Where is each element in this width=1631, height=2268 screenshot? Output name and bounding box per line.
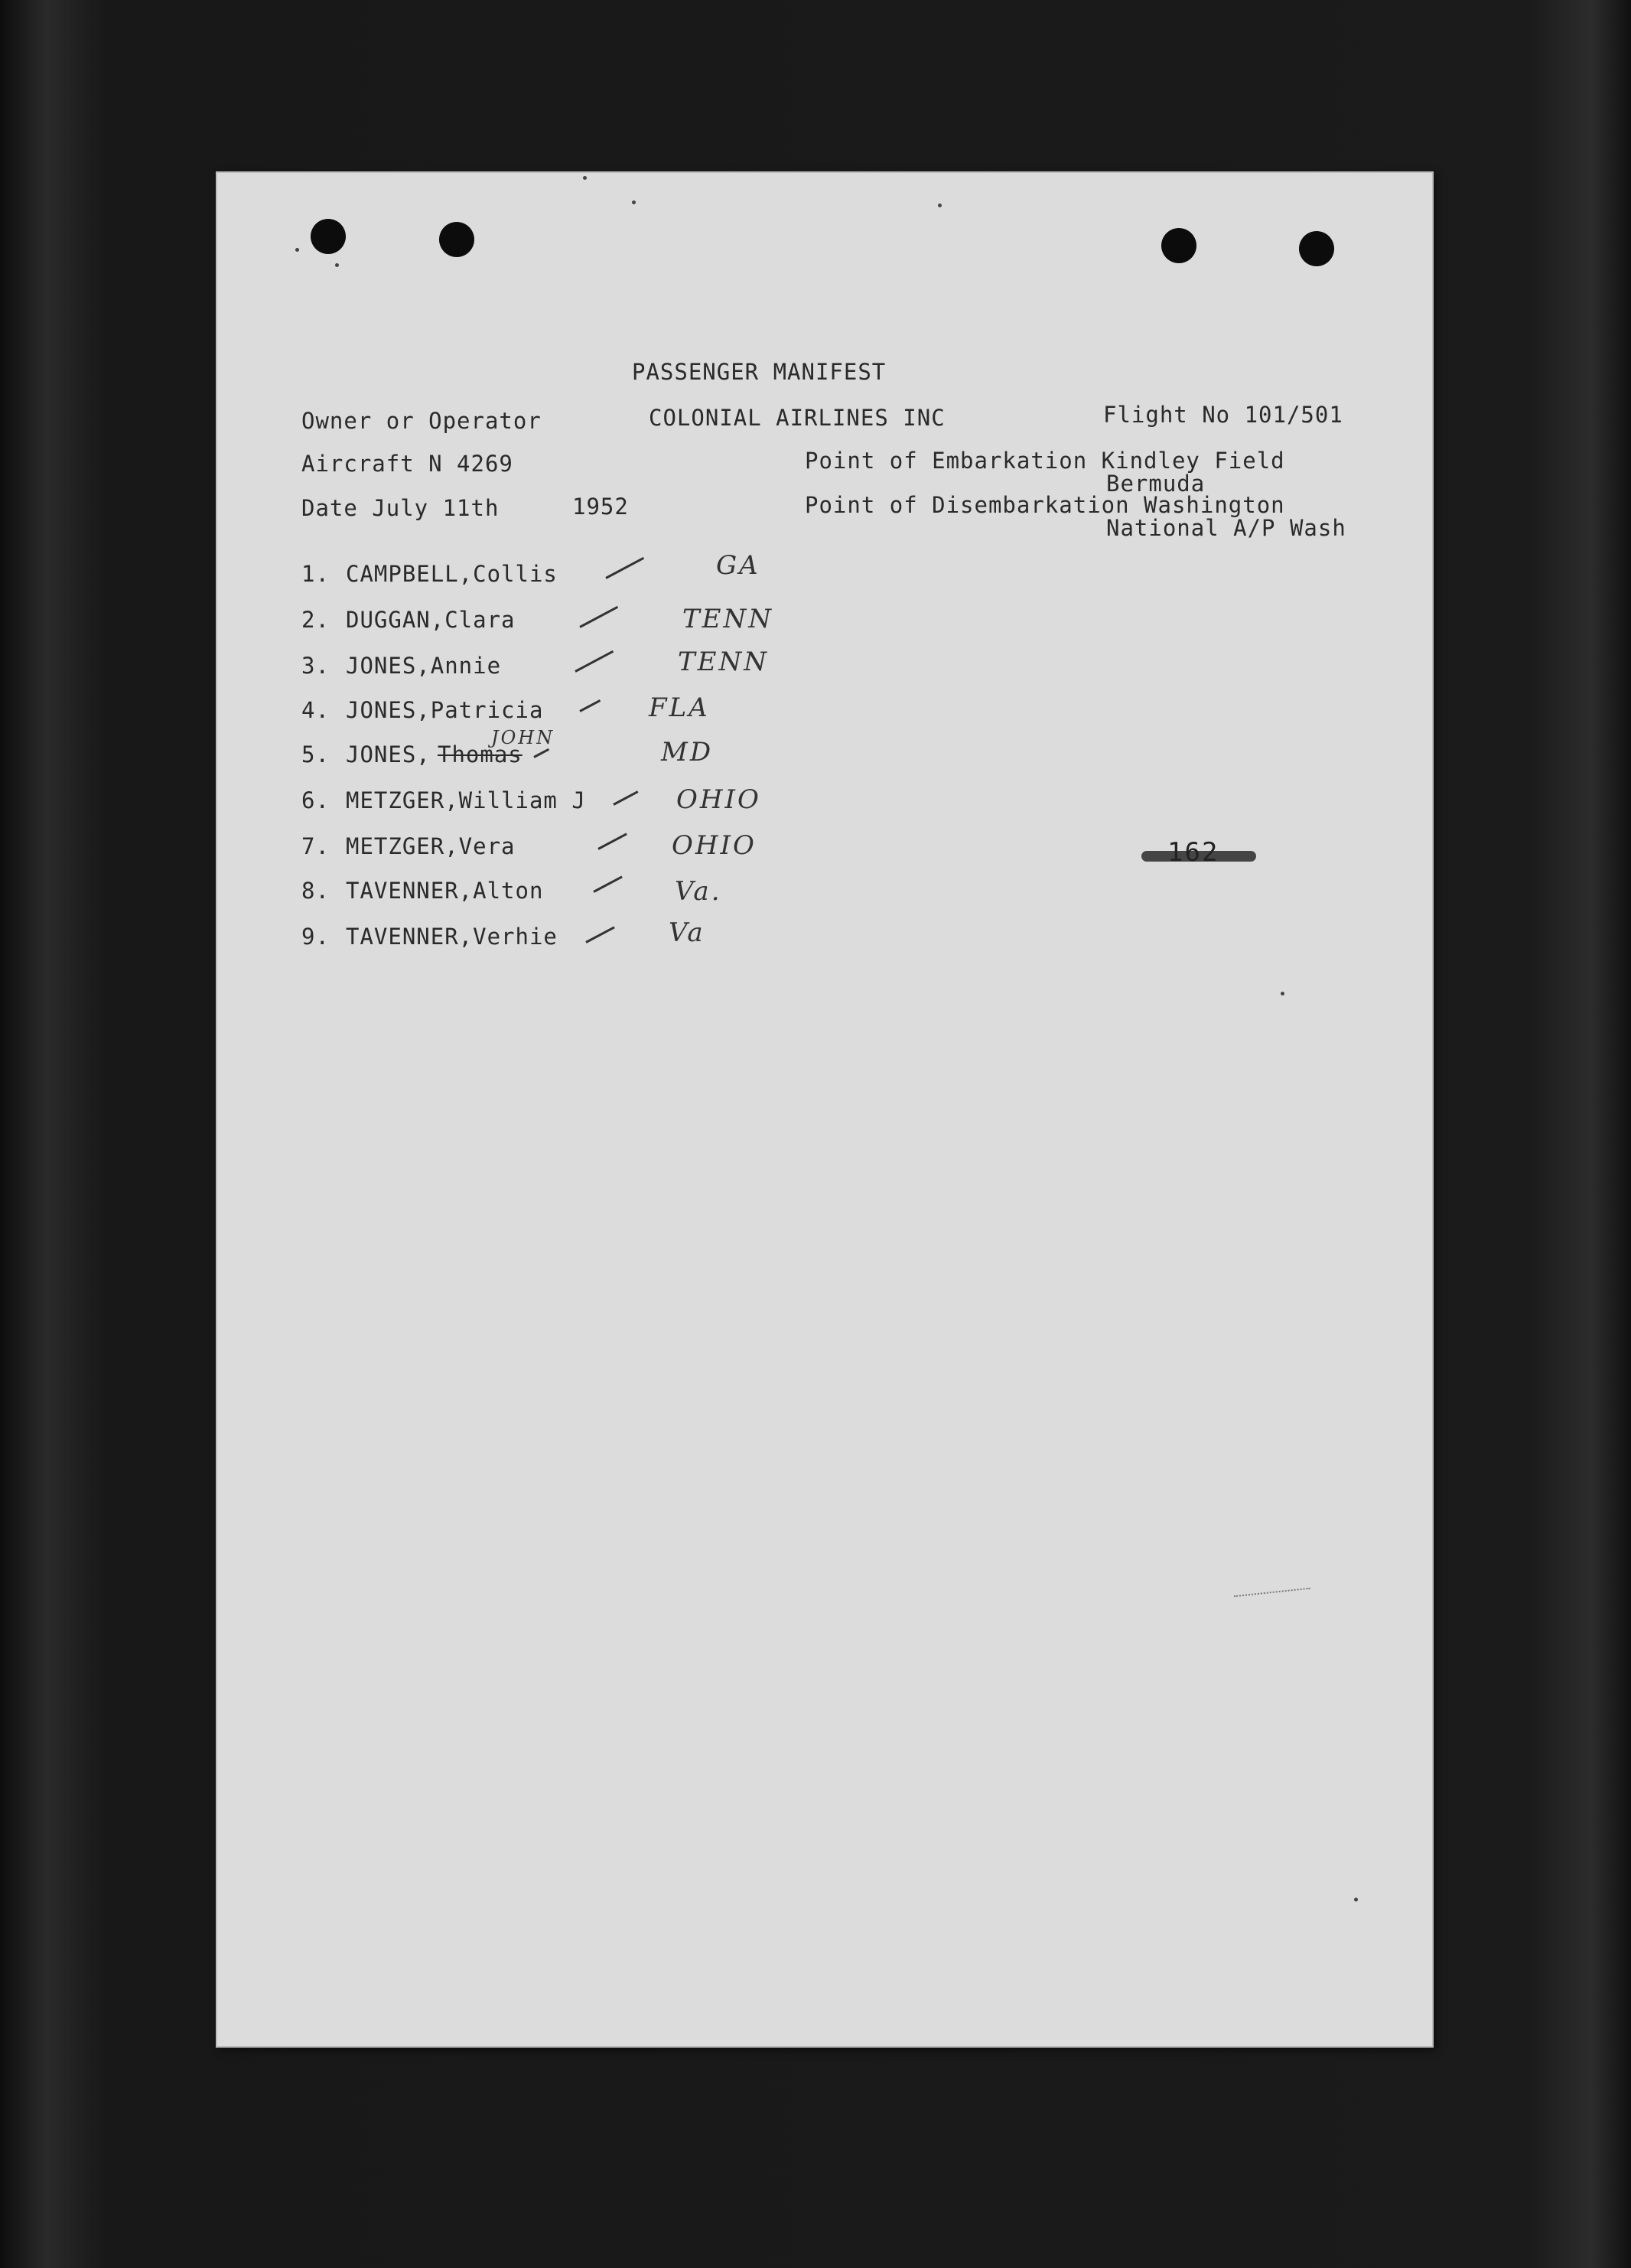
speck	[583, 176, 587, 180]
passenger-number: 2.	[301, 607, 330, 633]
passenger-name: JONES,Annie	[346, 653, 502, 679]
page-number-stamp	[1141, 837, 1256, 868]
speck	[1354, 1898, 1358, 1901]
handwritten-first-name: JOHN	[491, 727, 555, 748]
passenger-name: TAVENNER,Verhie	[346, 924, 558, 950]
owner-label: Owner or Operator	[301, 408, 542, 434]
embarkation-point: Point of Embarkation Kindley Field	[805, 448, 1285, 474]
pencil-mark	[1232, 1577, 1310, 1597]
aircraft-number: Aircraft N 4269	[301, 451, 513, 477]
passenger-state: TENN	[678, 647, 769, 677]
punch-hole	[1161, 228, 1196, 263]
speck	[938, 204, 942, 207]
check-mark	[533, 748, 549, 758]
passenger-name: JONES,Patricia	[346, 697, 544, 723]
manifest-title: PASSENGER MANIFEST	[632, 359, 887, 385]
passenger-name: METZGER,William J	[346, 787, 586, 813]
punch-hole	[1299, 231, 1334, 266]
passenger-number: 1.	[301, 561, 330, 587]
check-mark	[579, 606, 618, 628]
check-mark	[579, 699, 601, 712]
passenger-state: Va	[669, 917, 705, 948]
struck-first-name: Thomas	[438, 741, 523, 767]
passenger-name: DUGGAN,Clara	[346, 607, 516, 633]
passenger-number: 3.	[301, 653, 330, 679]
manifest-date: Date July 11th	[301, 495, 500, 521]
passenger-state: OHIO	[676, 784, 761, 815]
embarkation-location: Bermuda	[1106, 471, 1206, 497]
passenger-number: 5.	[301, 741, 330, 767]
flight-number: Flight No 101/501	[1103, 402, 1343, 428]
speck	[295, 248, 299, 252]
passenger-name: TAVENNER,Alton	[346, 878, 544, 904]
passenger-number: 8.	[301, 878, 330, 904]
check-mark	[575, 650, 614, 673]
manifest-year: 1952	[572, 494, 629, 520]
passenger-number: 7.	[301, 833, 330, 859]
passenger-state: OHIO	[672, 830, 757, 861]
stamp-number: 162	[1167, 837, 1219, 868]
manifest-sheet	[216, 171, 1434, 2048]
speck	[632, 200, 636, 204]
passenger-name: METZGER,Vera	[346, 833, 516, 859]
speck	[335, 263, 339, 267]
check-mark	[605, 557, 644, 579]
disembarkation-location: National A/P Wash	[1106, 515, 1346, 541]
punch-hole	[311, 219, 346, 254]
disembarkation-point: Point of Disembarkation Washington	[805, 492, 1285, 518]
check-mark	[597, 833, 627, 849]
passenger-name: JONES,	[346, 741, 431, 767]
punch-hole	[439, 222, 474, 257]
check-mark	[613, 790, 638, 806]
passenger-number: 9.	[301, 924, 330, 950]
check-mark	[585, 926, 614, 943]
passenger-state: Va.	[675, 876, 722, 907]
passenger-name: CAMPBELL,Collis	[346, 561, 558, 587]
passenger-state: GA	[716, 550, 760, 581]
passenger-number: 6.	[301, 787, 330, 813]
passenger-number: 4.	[301, 697, 330, 723]
passenger-state: MD	[661, 737, 714, 767]
passenger-state: FLA	[649, 692, 710, 723]
operator-name: COLONIAL AIRLINES INC	[649, 405, 946, 431]
check-mark	[593, 875, 622, 892]
passenger-state: TENN	[682, 604, 773, 634]
speck	[1281, 992, 1284, 996]
